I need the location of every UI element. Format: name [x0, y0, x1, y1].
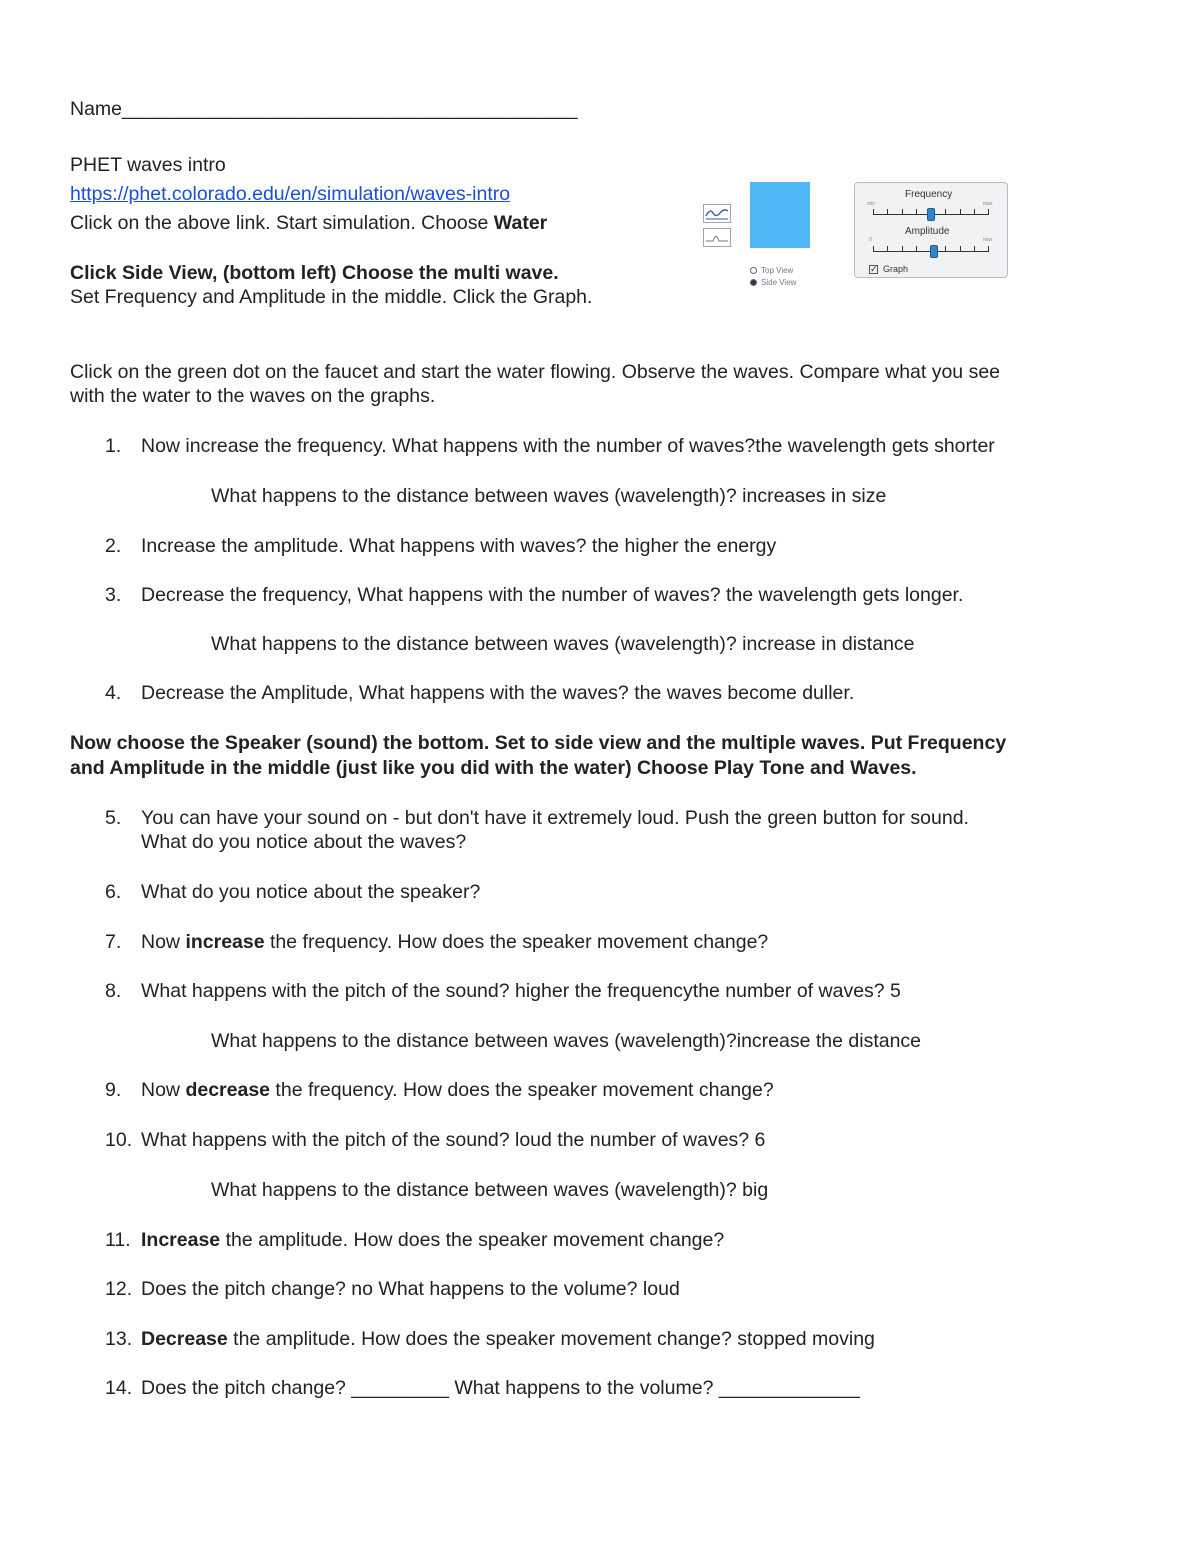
q9-number: 9. — [105, 1079, 122, 1101]
water-label: Water — [493, 212, 548, 234]
q11-text: Increase the amplitude. How does the speaker movement change? — [141, 1229, 725, 1251]
q7-text: Now increase the frequency. How does the speaker movement change? — [141, 931, 769, 953]
q5-text-1: You can have your sound on - but don't have it extremely loud. Push the green button for sound. — [141, 807, 969, 829]
simulation-screenshot — [700, 178, 1010, 290]
q6-number: 6. — [105, 881, 122, 903]
q10-number: 10. — [105, 1129, 133, 1151]
name-blank[interactable]: __________________________________________ — [122, 98, 578, 120]
q3-subquestion: What happens to the distance between waves (wavelength)? increase in distance — [211, 633, 915, 655]
q12-number: 12. — [105, 1278, 133, 1300]
q10-text: What happens with the pitch of the sound? loud the number of waves? 6 — [141, 1129, 766, 1151]
q9-bold: decrease — [185, 1079, 271, 1101]
q4-number: 4. — [105, 682, 122, 704]
multi-wave-icon — [703, 204, 731, 223]
q4-text: Decrease the Amplitude, What happens with the waves? the waves become duller. — [141, 682, 855, 704]
q1-subquestion: What happens to the distance between waves (wavelength)? increases in size — [211, 485, 887, 507]
q2-text: Increase the amplitude. What happens with waves? the higher the energy — [141, 535, 777, 557]
amplitude-slider-thumb — [930, 245, 938, 258]
frequency-label: Frequency — [905, 189, 953, 200]
q8-subquestion: What happens to the distance between waves (wavelength)?increase the distance — [211, 1030, 922, 1052]
q14-text[interactable]: Does the pitch change? _________ What happens to the volume? _____________ — [141, 1377, 860, 1399]
graph-checkbox-icon: ✓ — [870, 264, 878, 274]
graph-label: Graph — [883, 264, 909, 274]
q3-text: Decrease the frequency, What happens with the number of waves? the wavelength gets longer. — [141, 584, 964, 606]
q9-text: Now decrease the frequency. How does the speaker movement change? — [141, 1079, 774, 1101]
q12-text: Does the pitch change? no What happens to the volume? loud — [141, 1278, 680, 1300]
instruction-text: Click on the above link. Start simulation. Choose — [70, 212, 494, 234]
q10-subquestion: What happens to the distance between waves (wavelength)? big — [211, 1179, 769, 1201]
q5-number: 5. — [105, 807, 122, 829]
q5-text-2: What do you notice about the waves? — [141, 831, 467, 853]
radio-selected-icon — [750, 279, 757, 286]
q3-number: 3. — [105, 584, 122, 606]
q2-number: 2. — [105, 535, 122, 557]
frequency-slider-thumb — [927, 208, 935, 221]
q13-number: 13. — [105, 1328, 133, 1350]
q7-number: 7. — [105, 931, 122, 953]
q8-text: What happens with the pitch of the sound? higher the frequencythe number of waves? 5 — [141, 980, 901, 1002]
side-view-instruction: Click Side View, (bottom left) Choose the multi wave. — [70, 262, 559, 284]
q1-number: 1. — [105, 435, 122, 457]
name-label: Name — [70, 98, 123, 120]
q1-text: Now increase the frequency. What happens with the number of waves?the wavelength gets shorter — [141, 435, 995, 457]
amplitude-label: Amplitude — [905, 226, 950, 237]
q14-number: 14. — [105, 1377, 133, 1399]
q13-bold: Decrease — [141, 1328, 228, 1350]
speaker-instruction-2: and Amplitude in the middle (just like you did with the water) Choose Play Tone and Waves. — [70, 757, 917, 779]
q11-number: 11. — [105, 1229, 131, 1251]
green-dot-instruction-2: with the water to the waves on the graphs. — [70, 385, 436, 407]
intro-instruction — [70, 211, 547, 235]
pulse-wave-icon — [703, 228, 731, 247]
intro-title: PHET waves intro — [70, 154, 226, 176]
speaker-instruction-1: Now choose the Speaker (sound) the bottom. Set to side view and the multiple waves. Put Frequency — [70, 732, 1007, 754]
water-view — [750, 182, 810, 248]
set-frequency-instruction: Set Frequency and Amplitude in the middle. Click the Graph. — [70, 286, 593, 308]
name-field[interactable] — [70, 97, 578, 121]
q8-number: 8. — [105, 980, 122, 1002]
q11-bold: Increase — [141, 1229, 221, 1251]
q13-text: Decrease the amplitude. How does the speaker movement change? stopped moving — [141, 1328, 875, 1350]
q7-bold: increase — [185, 931, 265, 953]
controls-panel: Frequency min max Amplitude 0 max ✓ Graph — [854, 182, 1008, 278]
side-view-option: Side View — [750, 278, 796, 288]
radio-icon — [750, 267, 757, 274]
green-dot-instruction-1: Click on the green dot on the faucet and start the water flowing. Observe the waves. Compare what you see — [70, 361, 1001, 383]
simulation-link[interactable]: https://phet.colorado.edu/en/simulation/waves-intro — [70, 183, 511, 205]
q6-text: What do you notice about the speaker? — [141, 881, 481, 903]
top-view-option: Top View — [750, 266, 793, 276]
